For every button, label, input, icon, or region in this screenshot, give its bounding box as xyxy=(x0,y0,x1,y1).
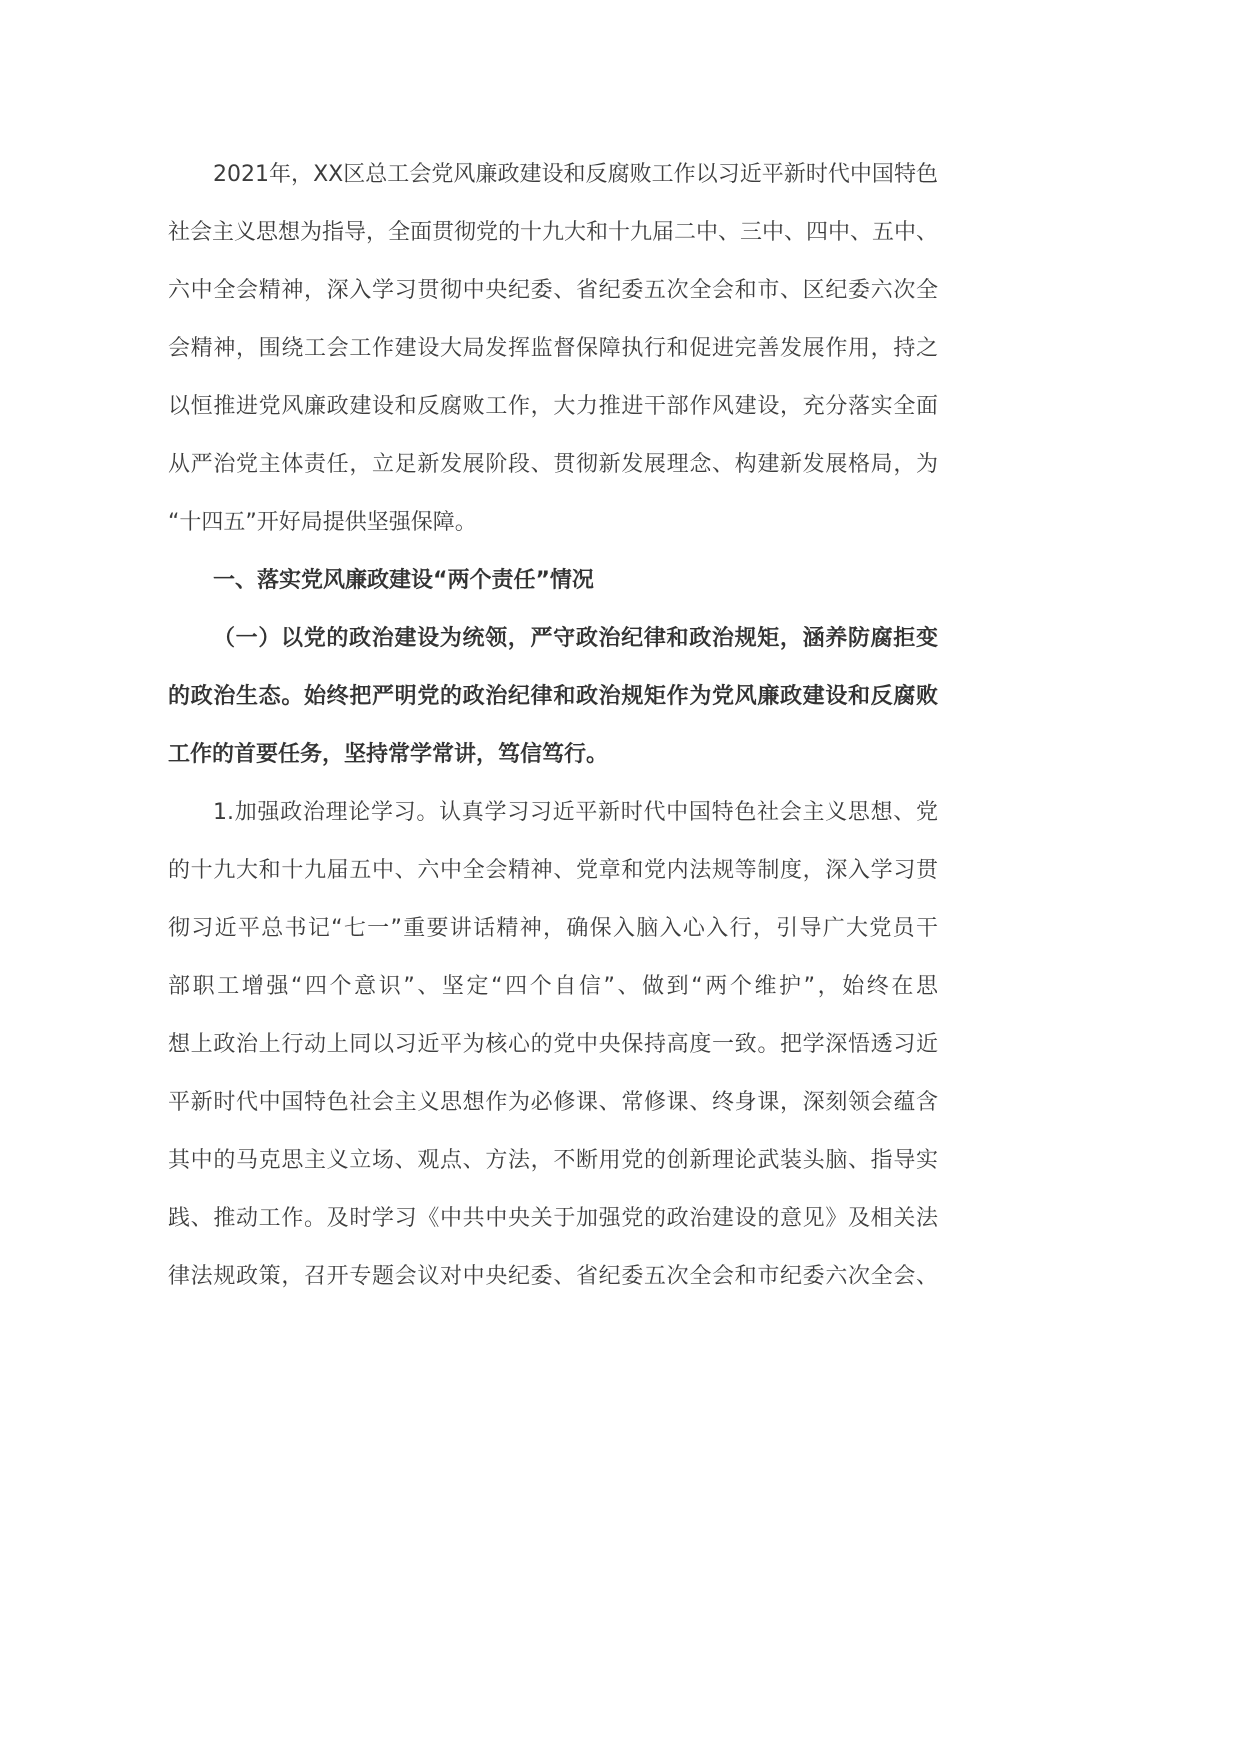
text-line: 其中的马克思主义立场、观点、方法，不断用党的创新理论武装头脑、指导实 xyxy=(168,1148,938,1173)
text-line: 工作的首要任务，坚持常学常讲，笃信笃行。 xyxy=(168,742,609,767)
text-line: 部职工增强“四个意识”、坚定“四个自信”、做到“两个维护”，始终在思 xyxy=(168,974,938,999)
text-line: 2021年，XX区总工会党风廉政建设和反腐败工作以习近平新时代中国特色 xyxy=(213,162,938,187)
text-line: 1.加强政治理论学习。认真学习习近平新时代中国特色社会主义思想、党 xyxy=(213,800,938,825)
text-line: 以恒推进党风廉政建设和反腐败工作，大力推进干部作风建设，充分落实全面 xyxy=(168,394,938,419)
text-line: （一）以党的政治建设为统领，严守政治纪律和政治规矩，涵养防腐拒变 xyxy=(213,626,938,651)
text-line: 平新时代中国特色社会主义思想作为必修课、常修课、终身课，深刻领会蕴含 xyxy=(168,1090,938,1115)
intro-paragraph xyxy=(168,146,938,552)
text-line: 六中全会精神，深入学习贯彻中央纪委、省纪委五次全会和市、区纪委六次全 xyxy=(168,278,938,303)
text-line: 律法规政策，召开专题会议对中央纪委、省纪委五次全会和市纪委六次全会、 xyxy=(168,1264,938,1289)
item-paragraph xyxy=(168,784,938,1306)
text-line: 彻习近平总书记“七一”重要讲话精神，确保入脑入心入行，引导广大党员干 xyxy=(168,916,938,941)
text-line: 的政治生态。始终把严明党的政治纪律和政治规矩作为党风廉政建设和反腐败 xyxy=(168,684,938,709)
text-line: 会精神，围绕工会工作建设大局发挥监督保障执行和促进完善发展作用，持之 xyxy=(168,336,938,361)
text-line: 践、推动工作。及时学习《中共中央关于加强党的政治建设的意见》及相关法 xyxy=(168,1206,938,1231)
section-heading: 一、落实党风廉政建设“两个责任”情况 xyxy=(213,568,594,593)
text-line: 的十九大和十九届五中、六中全会精神、党章和党内法规等制度，深入学习贯 xyxy=(168,858,938,883)
text-line: 从严治党主体责任，立足新发展阶段、贯彻新发展理念、构建新发展格局，为 xyxy=(168,452,938,477)
text-line: 社会主义思想为指导，全面贯彻党的十九大和十九届二中、三中、四中、五中、 xyxy=(168,220,939,245)
subsection-heading xyxy=(168,610,938,784)
text-line: “十四五”开好局提供坚强保障。 xyxy=(168,510,477,535)
document-page xyxy=(168,146,938,1306)
text-line: 想上政治上行动上同以习近平为核心的党中央保持高度一致。把学深悟透习近 xyxy=(168,1032,938,1057)
